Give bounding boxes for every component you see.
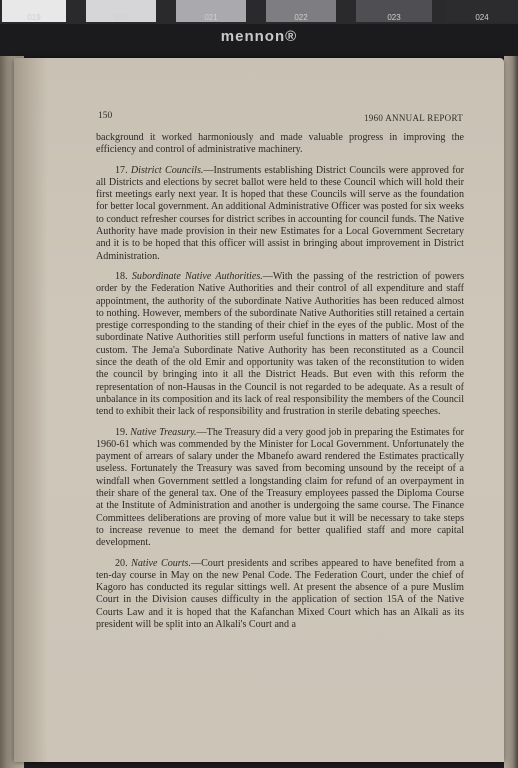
- paragraph-body: —Instruments establishing District Councils were approved for all Districts and elections by secret ballot were held to these Council which will hold their first meetings early next year. It is hoped that these Councils will serve as the foundation for better local government. An additional Administrative Officer was posted for six weeks to conduct refresher courses for district scribes in accounting for council funds. The Native Authority have made provision in their new Estimates for a Local Government Secretary and it is to be hoped that this officer will assist in bringing about improvement in District Administration.: [96, 164, 465, 262]
- paragraph-title: Native Treasury.: [130, 426, 197, 438]
- paragraph-title: Native Courts.: [131, 557, 191, 569]
- paragraph-number: 17.: [115, 164, 128, 176]
- paragraph-title: Subordinate Native Authorities.: [131, 270, 263, 282]
- paragraph-district-councils: [96, 165, 464, 263]
- paragraph-title: District Councils.: [130, 164, 204, 176]
- paragraph-continuation: [96, 132, 464, 157]
- patch-label: 022: [294, 13, 308, 22]
- color-patch: [356, 0, 432, 22]
- paragraph-native-courts: [96, 558, 464, 632]
- patch-label: 021: [204, 13, 218, 22]
- page-number: 150: [98, 111, 113, 121]
- color-patch: [446, 0, 518, 22]
- color-calibration-strip: [0, 0, 518, 24]
- paragraph-body: background it worked harmoniously and made valuable progress in improving the efficiency and control of administrative machinery.: [96, 132, 464, 156]
- color-patch: [86, 0, 156, 22]
- patch-label: 024: [475, 13, 489, 22]
- patch-label: 023: [387, 13, 401, 22]
- page-gutter-shadow: [14, 58, 48, 762]
- scanner-brand-logo: mennon®: [220, 28, 298, 45]
- patch-label: 020: [114, 13, 128, 22]
- paragraph-body: —The Treasury did a very good job in preparing the Estimates for 1960-61 which was commended by the Minister for Local Government. Unfortunately the payment of arrears of salary under the Mbanefo award rendered the Estimates practically useless. Fortunately the Treasury was saved from becoming unsound by the receipt of a windfall when Government settled a longstanding claim for refund of an overpayment in their share of the general tax. One of the Treasury employees passed the Diploma Course at the Institute of Administration and another is undergoing the same course. The Finance Committees deliberations are proving of more value but it will be necessary to take steps to increase revenue to meet the demand for better qualified staff and more capital development.: [96, 426, 465, 549]
- paragraph-number: 18.: [115, 270, 128, 282]
- color-patch: [176, 0, 246, 22]
- paragraph-number: 19.: [115, 426, 128, 438]
- paragraph-native-treasury: [96, 427, 464, 550]
- paragraph-body: —Court presidents and scribes appeared to have benefited from a ten-day course in May on the new Penal Code. The Federation Court, under the chief of Kagoro has conducted its regular sittings well. At present the absence of a pure Muslim Court in the Division causes difficulty in the application of section 15A of the Native Courts Law and it is hoped that the Kafanchan Mixed Court which has an Alkali as its president will be split into an Alkali's Court and a: [96, 557, 464, 630]
- paragraph-body: —With the passing of the restriction of powers order by the Federation Native Authorities and their control of all expenditure and staff appointment, the authority of the subordinate Native Authorities has been reduced almost to nothing. However, members of the subordinate Native Authorities still retained a certain prestige corresponding to the standing of their chief in the eyes of the public. Most of the subordinate Native Authorities still perform useful functions in matters of native law and custom. The Jema'a Subordinate Native Authority has been reconstituted as a Council since the death of the old Emir and opportunity was taken of the reconstitution to widen the council by bringing into it all the District Heads. But even with this reform the representation of non-Hausas in the Council is not regarded to be adequate. As a result of unbalance in its composition and its lack of real responsibility the members of the Council tend to exhibit their lack of responsibility and frustration in sterile debating speeches.: [96, 270, 464, 418]
- running-head: 1960 ANNUAL REPORT: [364, 113, 464, 123]
- color-patch: [2, 0, 66, 22]
- page-body-text: [96, 132, 464, 639]
- color-patch: [266, 0, 336, 22]
- paragraph-number: 20.: [115, 557, 128, 569]
- paragraph-subordinate-native-authorities: [96, 271, 464, 419]
- book-page: [14, 58, 504, 762]
- book-page-edges-right: [504, 56, 518, 768]
- patch-label: 019: [27, 13, 41, 22]
